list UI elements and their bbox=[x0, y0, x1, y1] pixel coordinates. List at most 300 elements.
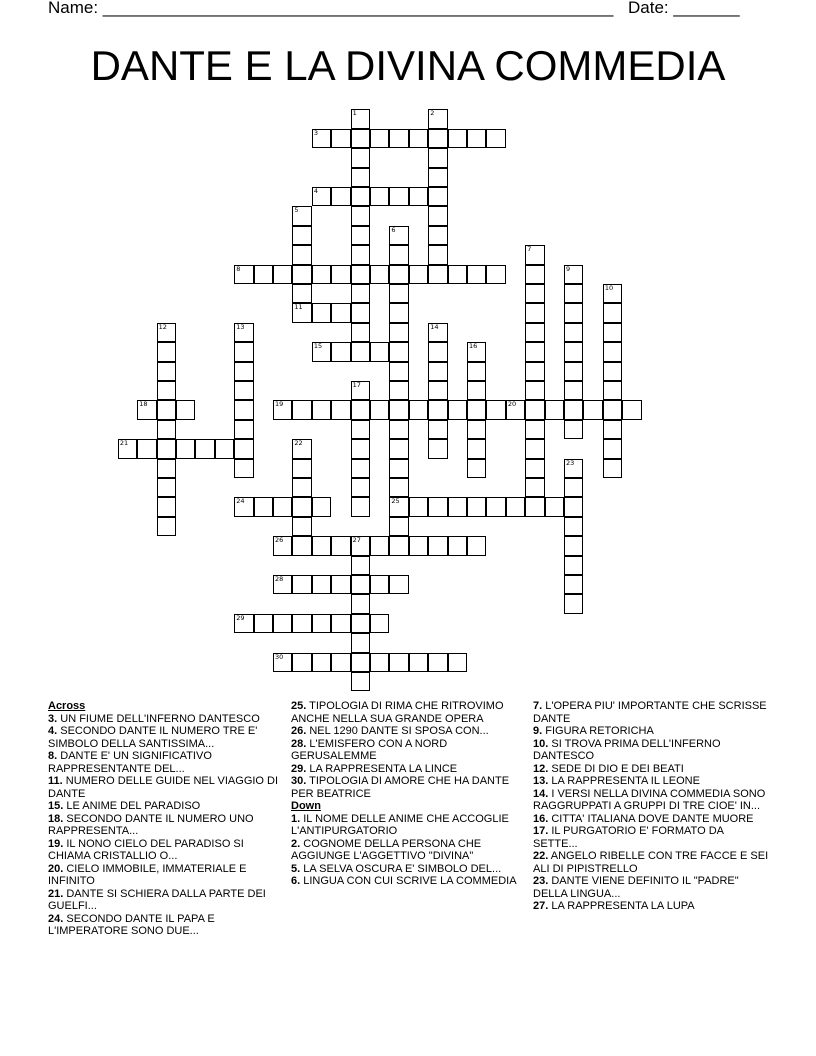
grid-cell[interactable] bbox=[428, 342, 447, 361]
grid-cell[interactable] bbox=[234, 323, 253, 342]
clue-number: 18. bbox=[48, 812, 64, 825]
grid-cell[interactable] bbox=[312, 265, 331, 284]
grid-cell[interactable] bbox=[564, 594, 583, 613]
grid-cell[interactable] bbox=[467, 265, 486, 284]
grid-cell[interactable] bbox=[351, 420, 370, 439]
grid-cell[interactable] bbox=[525, 381, 544, 400]
grid-cell[interactable] bbox=[389, 400, 408, 419]
grid-cell[interactable] bbox=[448, 653, 467, 672]
clue-text: TIPOLOGIA DI RIMA CHE RITROVIMO ANCHE NELLA SUA GRANDE OPERA bbox=[291, 700, 504, 725]
grid-cell[interactable] bbox=[273, 653, 292, 672]
grid-cell[interactable] bbox=[564, 323, 583, 342]
clue-number: 28. bbox=[291, 737, 307, 750]
clue-column-2 bbox=[291, 700, 529, 888]
grid-cell[interactable] bbox=[273, 614, 292, 633]
grid-cell[interactable] bbox=[428, 653, 447, 672]
grid-cell[interactable] bbox=[292, 284, 311, 303]
clue-number: 14. bbox=[533, 787, 549, 800]
down-heading: Down bbox=[291, 800, 321, 812]
grid-cell[interactable] bbox=[118, 439, 137, 458]
grid-cell[interactable] bbox=[564, 556, 583, 575]
grid-cell[interactable] bbox=[467, 497, 486, 516]
clue-text: IL NONO CIELO DEL PARADISO SI CHIAMA CRISTALLIO O... bbox=[48, 837, 244, 862]
grid-cell[interactable] bbox=[234, 420, 253, 439]
cell-number: 27 bbox=[352, 536, 361, 545]
grid-cell[interactable] bbox=[331, 187, 350, 206]
grid-cell[interactable] bbox=[157, 517, 176, 536]
grid-cell[interactable] bbox=[389, 129, 408, 148]
grid-cell[interactable] bbox=[273, 497, 292, 516]
clue bbox=[533, 850, 771, 875]
grid-cell[interactable] bbox=[564, 400, 583, 419]
grid-cell[interactable] bbox=[603, 459, 622, 478]
grid-cell[interactable] bbox=[331, 536, 350, 555]
grid-cell[interactable] bbox=[351, 536, 370, 555]
grid-cell[interactable] bbox=[157, 420, 176, 439]
grid-cell[interactable] bbox=[331, 400, 350, 419]
grid-cell[interactable] bbox=[389, 362, 408, 381]
clue-text: LA RAPPRESENTA IL LEONE bbox=[548, 775, 700, 787]
grid-cell[interactable] bbox=[389, 420, 408, 439]
grid-cell[interactable] bbox=[370, 536, 389, 555]
grid-cell[interactable] bbox=[234, 362, 253, 381]
grid-cell[interactable] bbox=[137, 400, 156, 419]
cell-number: 16 bbox=[469, 342, 478, 351]
grid-cell[interactable] bbox=[370, 575, 389, 594]
clue-text: DANTE VIENE DEFINITO IL "PADRE" DELLA LINGUA... bbox=[533, 875, 739, 900]
clue bbox=[291, 700, 529, 725]
clue bbox=[48, 838, 286, 863]
grid-cell[interactable] bbox=[564, 303, 583, 322]
grid-cell[interactable] bbox=[234, 400, 253, 419]
grid-cell[interactable] bbox=[564, 575, 583, 594]
grid-cell[interactable] bbox=[525, 245, 544, 264]
grid-cell[interactable] bbox=[389, 323, 408, 342]
grid-cell[interactable] bbox=[525, 303, 544, 322]
clue-text: NEL 1290 DANTE SI SPOSA CON... bbox=[306, 725, 489, 737]
cell-number: 26 bbox=[275, 536, 284, 545]
grid-cell[interactable] bbox=[351, 497, 370, 516]
cell-number: 6 bbox=[391, 225, 396, 234]
clue bbox=[291, 763, 529, 776]
across-heading: Across bbox=[48, 700, 86, 712]
grid-cell[interactable] bbox=[448, 497, 467, 516]
grid-cell[interactable] bbox=[428, 265, 447, 284]
grid-cell[interactable] bbox=[428, 362, 447, 381]
grid-cell[interactable] bbox=[370, 129, 389, 148]
grid-cell[interactable] bbox=[157, 381, 176, 400]
grid-cell[interactable] bbox=[389, 575, 408, 594]
grid-cell[interactable] bbox=[234, 265, 253, 284]
cell-number: 5 bbox=[294, 206, 299, 215]
cell-number: 10 bbox=[604, 283, 614, 292]
grid-cell[interactable] bbox=[467, 342, 486, 361]
cell-number: 23 bbox=[566, 458, 575, 467]
grid-cell[interactable] bbox=[292, 614, 311, 633]
cell-number: 22 bbox=[294, 439, 303, 448]
grid-cell[interactable] bbox=[351, 400, 370, 419]
grid-cell[interactable] bbox=[448, 129, 467, 148]
grid-cell[interactable] bbox=[564, 284, 583, 303]
grid-cell[interactable] bbox=[467, 381, 486, 400]
grid-cell[interactable] bbox=[564, 381, 583, 400]
grid-cell[interactable] bbox=[545, 497, 564, 516]
grid-cell[interactable] bbox=[292, 497, 311, 516]
grid-cell[interactable] bbox=[351, 381, 370, 400]
grid-cell[interactable] bbox=[312, 653, 331, 672]
cell-number: 28 bbox=[275, 574, 284, 583]
clue-text: FIGURA RETORICHA bbox=[542, 725, 654, 737]
grid-cell[interactable] bbox=[428, 206, 447, 225]
grid-cell[interactable] bbox=[137, 439, 156, 458]
grid-cell[interactable] bbox=[583, 400, 602, 419]
grid-cell[interactable] bbox=[428, 226, 447, 245]
grid-cell[interactable] bbox=[428, 129, 447, 148]
grid-cell[interactable] bbox=[389, 265, 408, 284]
grid-cell[interactable] bbox=[525, 362, 544, 381]
clue-number: 3. bbox=[48, 712, 58, 725]
grid-cell[interactable] bbox=[351, 323, 370, 342]
grid-cell[interactable] bbox=[448, 536, 467, 555]
grid-cell[interactable] bbox=[254, 497, 273, 516]
clue-text: LINGUA CON CUI SCRIVE LA COMMEDIA bbox=[300, 875, 517, 887]
clue bbox=[533, 900, 771, 913]
grid-cell[interactable] bbox=[564, 362, 583, 381]
grid-cell[interactable] bbox=[409, 536, 428, 555]
grid-cell[interactable] bbox=[389, 439, 408, 458]
clue bbox=[48, 913, 286, 938]
grid-cell[interactable] bbox=[157, 342, 176, 361]
grid-cell[interactable] bbox=[525, 284, 544, 303]
grid-cell[interactable] bbox=[312, 497, 331, 516]
clue bbox=[291, 863, 529, 876]
grid-cell[interactable] bbox=[467, 420, 486, 439]
grid-cell[interactable] bbox=[603, 381, 622, 400]
grid-cell[interactable] bbox=[157, 439, 176, 458]
grid-cell[interactable] bbox=[254, 614, 273, 633]
grid-cell[interactable] bbox=[273, 536, 292, 555]
grid-cell[interactable] bbox=[564, 497, 583, 516]
grid-cell[interactable] bbox=[215, 439, 234, 458]
clue-number: 11. bbox=[48, 775, 63, 787]
clue-text: ANGELO RIBELLE CON TRE FACCE E SEI ALI DI PIPISTRELLO bbox=[533, 850, 769, 875]
cell-number: 15 bbox=[313, 342, 323, 351]
grid-cell[interactable] bbox=[428, 148, 447, 167]
clue-text: DANTE SI SCHIERA DALLA PARTE DEI GUELFI... bbox=[48, 887, 266, 912]
grid-cell[interactable] bbox=[351, 614, 370, 633]
grid-cell[interactable] bbox=[312, 614, 331, 633]
grid-cell[interactable] bbox=[564, 265, 583, 284]
grid-cell[interactable] bbox=[312, 303, 331, 322]
grid-cell[interactable] bbox=[389, 653, 408, 672]
grid-cell[interactable] bbox=[351, 168, 370, 187]
grid-cell[interactable] bbox=[428, 168, 447, 187]
grid-cell[interactable] bbox=[389, 303, 408, 322]
grid-cell[interactable] bbox=[409, 265, 428, 284]
grid-cell[interactable] bbox=[370, 342, 389, 361]
grid-cell[interactable] bbox=[389, 245, 408, 264]
grid-cell[interactable] bbox=[234, 439, 253, 458]
grid-cell[interactable] bbox=[428, 381, 447, 400]
clue-text: COGNOME DELLA PERSONA CHE AGGIUNGE L'AGGETTIVO "DIVINA" bbox=[291, 837, 482, 862]
grid-cell[interactable] bbox=[331, 614, 350, 633]
grid-cell[interactable] bbox=[428, 323, 447, 342]
grid-cell[interactable] bbox=[428, 245, 447, 264]
clue-number: 13. bbox=[533, 775, 549, 787]
grid-cell[interactable] bbox=[467, 400, 486, 419]
grid-cell[interactable] bbox=[292, 265, 311, 284]
clue bbox=[48, 775, 286, 800]
grid-cell[interactable] bbox=[486, 265, 505, 284]
grid-cell[interactable] bbox=[312, 129, 331, 148]
grid-cell[interactable] bbox=[234, 614, 253, 633]
clue-number: 24. bbox=[48, 912, 64, 925]
grid-cell[interactable] bbox=[603, 362, 622, 381]
clue-number: 5. bbox=[291, 862, 301, 875]
clue-text: DANTE E' UN SIGNIFICATIVO RAPPRESENTANTE DEL... bbox=[48, 750, 212, 775]
grid-cell[interactable] bbox=[448, 400, 467, 419]
clue bbox=[533, 775, 771, 788]
grid-cell[interactable] bbox=[409, 400, 428, 419]
grid-cell[interactable] bbox=[292, 517, 311, 536]
grid-cell[interactable] bbox=[351, 575, 370, 594]
grid-cell[interactable] bbox=[195, 439, 214, 458]
grid-cell[interactable] bbox=[564, 459, 583, 478]
grid-cell[interactable] bbox=[428, 536, 447, 555]
grid-cell[interactable] bbox=[351, 459, 370, 478]
grid-cell[interactable] bbox=[545, 400, 564, 419]
grid-cell[interactable] bbox=[603, 342, 622, 361]
grid-cell[interactable] bbox=[273, 575, 292, 594]
grid-cell[interactable] bbox=[351, 226, 370, 245]
grid-cell[interactable] bbox=[428, 497, 447, 516]
grid-cell[interactable] bbox=[273, 400, 292, 419]
grid-cell[interactable] bbox=[351, 633, 370, 652]
name-line: Name: ______________________________________________________ bbox=[48, 0, 614, 17]
grid-cell[interactable] bbox=[525, 478, 544, 497]
grid-cell[interactable] bbox=[351, 129, 370, 148]
cell-number: 14 bbox=[430, 322, 439, 331]
grid-cell[interactable] bbox=[603, 303, 622, 322]
cell-number: 13 bbox=[236, 322, 245, 331]
grid-cell[interactable] bbox=[389, 536, 408, 555]
grid-cell[interactable] bbox=[467, 536, 486, 555]
grid-cell[interactable] bbox=[622, 400, 641, 419]
grid-cell[interactable] bbox=[389, 381, 408, 400]
clue-text: LA SELVA OSCURA E' SIMBOLO DEL... bbox=[300, 862, 502, 875]
grid-cell[interactable] bbox=[370, 265, 389, 284]
grid-cell[interactable] bbox=[157, 362, 176, 381]
grid-cell[interactable] bbox=[331, 653, 350, 672]
grid-cell[interactable] bbox=[467, 439, 486, 458]
grid-cell[interactable] bbox=[603, 323, 622, 342]
clue-number: 21. bbox=[48, 887, 64, 900]
grid-cell[interactable] bbox=[312, 575, 331, 594]
clue bbox=[48, 713, 286, 726]
grid-cell[interactable] bbox=[486, 497, 505, 516]
grid-cell[interactable] bbox=[389, 342, 408, 361]
grid-cell[interactable] bbox=[564, 517, 583, 536]
grid-cell[interactable] bbox=[389, 478, 408, 497]
grid-cell[interactable] bbox=[409, 187, 428, 206]
grid-cell[interactable] bbox=[564, 536, 583, 555]
grid-cell[interactable] bbox=[351, 303, 370, 322]
grid-cell[interactable] bbox=[292, 575, 311, 594]
clue bbox=[291, 738, 529, 763]
cell-number: 12 bbox=[158, 322, 167, 331]
clue-text: CIELO IMMOBILE, IMMATERIALE E INFINITO bbox=[48, 862, 247, 887]
grid-cell[interactable] bbox=[292, 245, 311, 264]
clue-number: 1. bbox=[291, 812, 301, 825]
grid-cell[interactable] bbox=[176, 400, 195, 419]
grid-cell[interactable] bbox=[351, 439, 370, 458]
clue-number: 25. bbox=[291, 700, 307, 712]
grid-cell[interactable] bbox=[370, 653, 389, 672]
clue-number: 27. bbox=[533, 900, 549, 912]
grid-cell[interactable] bbox=[176, 439, 195, 458]
clue-text: IL PURGATORIO E' FORMATO DA SETTE... bbox=[533, 825, 724, 850]
cell-number: 30 bbox=[275, 652, 284, 661]
grid-cell[interactable] bbox=[351, 148, 370, 167]
grid-cell[interactable] bbox=[486, 400, 505, 419]
grid-cell[interactable] bbox=[157, 478, 176, 497]
grid-cell[interactable] bbox=[389, 284, 408, 303]
clue-number: 10. bbox=[533, 737, 549, 750]
grid-cell[interactable] bbox=[292, 400, 311, 419]
grid-cell[interactable] bbox=[389, 459, 408, 478]
grid-cell[interactable] bbox=[351, 109, 370, 128]
grid-cell[interactable] bbox=[351, 653, 370, 672]
grid-cell[interactable] bbox=[351, 245, 370, 264]
grid-cell[interactable] bbox=[370, 400, 389, 419]
grid-cell[interactable] bbox=[389, 187, 408, 206]
grid-cell[interactable] bbox=[428, 420, 447, 439]
grid-cell[interactable] bbox=[234, 497, 253, 516]
grid-cell[interactable] bbox=[331, 265, 350, 284]
clue bbox=[533, 825, 771, 850]
grid-cell[interactable] bbox=[254, 265, 273, 284]
grid-cell[interactable] bbox=[486, 129, 505, 148]
grid-cell[interactable] bbox=[292, 478, 311, 497]
grid-cell[interactable] bbox=[331, 129, 350, 148]
clue-text: CITTA' ITALIANA DOVE DANTE MUORE bbox=[548, 812, 754, 825]
grid-cell[interactable] bbox=[331, 303, 350, 322]
grid-cell[interactable] bbox=[234, 381, 253, 400]
grid-cell[interactable] bbox=[389, 497, 408, 516]
grid-cell[interactable] bbox=[525, 420, 544, 439]
grid-cell[interactable] bbox=[448, 265, 467, 284]
grid-cell[interactable] bbox=[525, 439, 544, 458]
grid-cell[interactable] bbox=[409, 653, 428, 672]
grid-cell[interactable] bbox=[292, 536, 311, 555]
grid-cell[interactable] bbox=[389, 226, 408, 245]
grid-cell[interactable] bbox=[292, 303, 311, 322]
grid-cell[interactable] bbox=[428, 187, 447, 206]
grid-cell[interactable] bbox=[467, 362, 486, 381]
grid-cell[interactable] bbox=[157, 400, 176, 419]
grid-cell[interactable] bbox=[273, 265, 292, 284]
grid-cell[interactable] bbox=[351, 478, 370, 497]
grid-cell[interactable] bbox=[351, 206, 370, 225]
grid-cell[interactable] bbox=[312, 342, 331, 361]
grid-cell[interactable] bbox=[331, 342, 350, 361]
grid-cell[interactable] bbox=[157, 323, 176, 342]
grid-cell[interactable] bbox=[525, 459, 544, 478]
grid-cell[interactable] bbox=[370, 614, 389, 633]
grid-cell[interactable] bbox=[389, 517, 408, 536]
grid-cell[interactable] bbox=[409, 497, 428, 516]
grid-cell[interactable] bbox=[351, 284, 370, 303]
grid-cell[interactable] bbox=[506, 400, 525, 419]
grid-cell[interactable] bbox=[603, 400, 622, 419]
grid-cell[interactable] bbox=[428, 439, 447, 458]
grid-cell[interactable] bbox=[564, 478, 583, 497]
page-title: DANTE E LA DIVINA COMMEDIA bbox=[90, 42, 726, 89]
clue bbox=[291, 725, 529, 738]
grid-cell[interactable] bbox=[506, 497, 525, 516]
grid-cell[interactable] bbox=[351, 342, 370, 361]
grid-cell[interactable] bbox=[525, 323, 544, 342]
grid-cell[interactable] bbox=[351, 594, 370, 613]
grid-cell[interactable] bbox=[234, 342, 253, 361]
grid-cell[interactable] bbox=[234, 459, 253, 478]
grid-cell[interactable] bbox=[370, 187, 389, 206]
clue-number: 15. bbox=[48, 800, 64, 812]
grid-cell[interactable] bbox=[331, 575, 350, 594]
clue bbox=[291, 813, 529, 838]
grid-cell[interactable] bbox=[603, 284, 622, 303]
grid-cell[interactable] bbox=[428, 400, 447, 419]
grid-cell[interactable] bbox=[292, 439, 311, 458]
cell-number: 24 bbox=[236, 497, 245, 506]
clue-number: 30. bbox=[291, 775, 307, 787]
grid-cell[interactable] bbox=[157, 459, 176, 478]
grid-cell[interactable] bbox=[409, 129, 428, 148]
clue bbox=[533, 788, 771, 813]
grid-cell[interactable] bbox=[525, 342, 544, 361]
grid-cell[interactable] bbox=[292, 206, 311, 225]
grid-cell[interactable] bbox=[292, 226, 311, 245]
grid-cell[interactable] bbox=[351, 187, 370, 206]
grid-cell[interactable] bbox=[467, 129, 486, 148]
grid-cell[interactable] bbox=[351, 556, 370, 575]
clue bbox=[48, 800, 286, 813]
grid-cell[interactable] bbox=[467, 459, 486, 478]
cell-number: 25 bbox=[391, 497, 400, 506]
clue bbox=[291, 838, 529, 863]
grid-cell[interactable] bbox=[312, 536, 331, 555]
clue-text: SEDE DI DIO E DEI BEATI bbox=[548, 762, 684, 775]
grid-cell[interactable] bbox=[292, 459, 311, 478]
grid-cell[interactable] bbox=[292, 653, 311, 672]
grid-cell[interactable] bbox=[428, 109, 447, 128]
grid-cell[interactable] bbox=[157, 497, 176, 516]
grid-cell[interactable] bbox=[603, 420, 622, 439]
grid-cell[interactable] bbox=[351, 265, 370, 284]
grid-cell[interactable] bbox=[312, 400, 331, 419]
grid-cell[interactable] bbox=[603, 439, 622, 458]
grid-cell[interactable] bbox=[525, 400, 544, 419]
grid-cell[interactable] bbox=[564, 342, 583, 361]
clue-text: LA RAPPRESENTA LA LINCE bbox=[306, 762, 458, 775]
grid-cell[interactable] bbox=[312, 187, 331, 206]
clue bbox=[48, 888, 286, 913]
grid-cell[interactable] bbox=[351, 672, 370, 691]
clue-text: SECONDO DANTE IL PAPA E L'IMPERATORE SONO DUE... bbox=[48, 912, 215, 937]
grid-cell[interactable] bbox=[525, 497, 544, 516]
grid-cell[interactable] bbox=[525, 265, 544, 284]
grid-cell[interactable] bbox=[564, 420, 583, 439]
